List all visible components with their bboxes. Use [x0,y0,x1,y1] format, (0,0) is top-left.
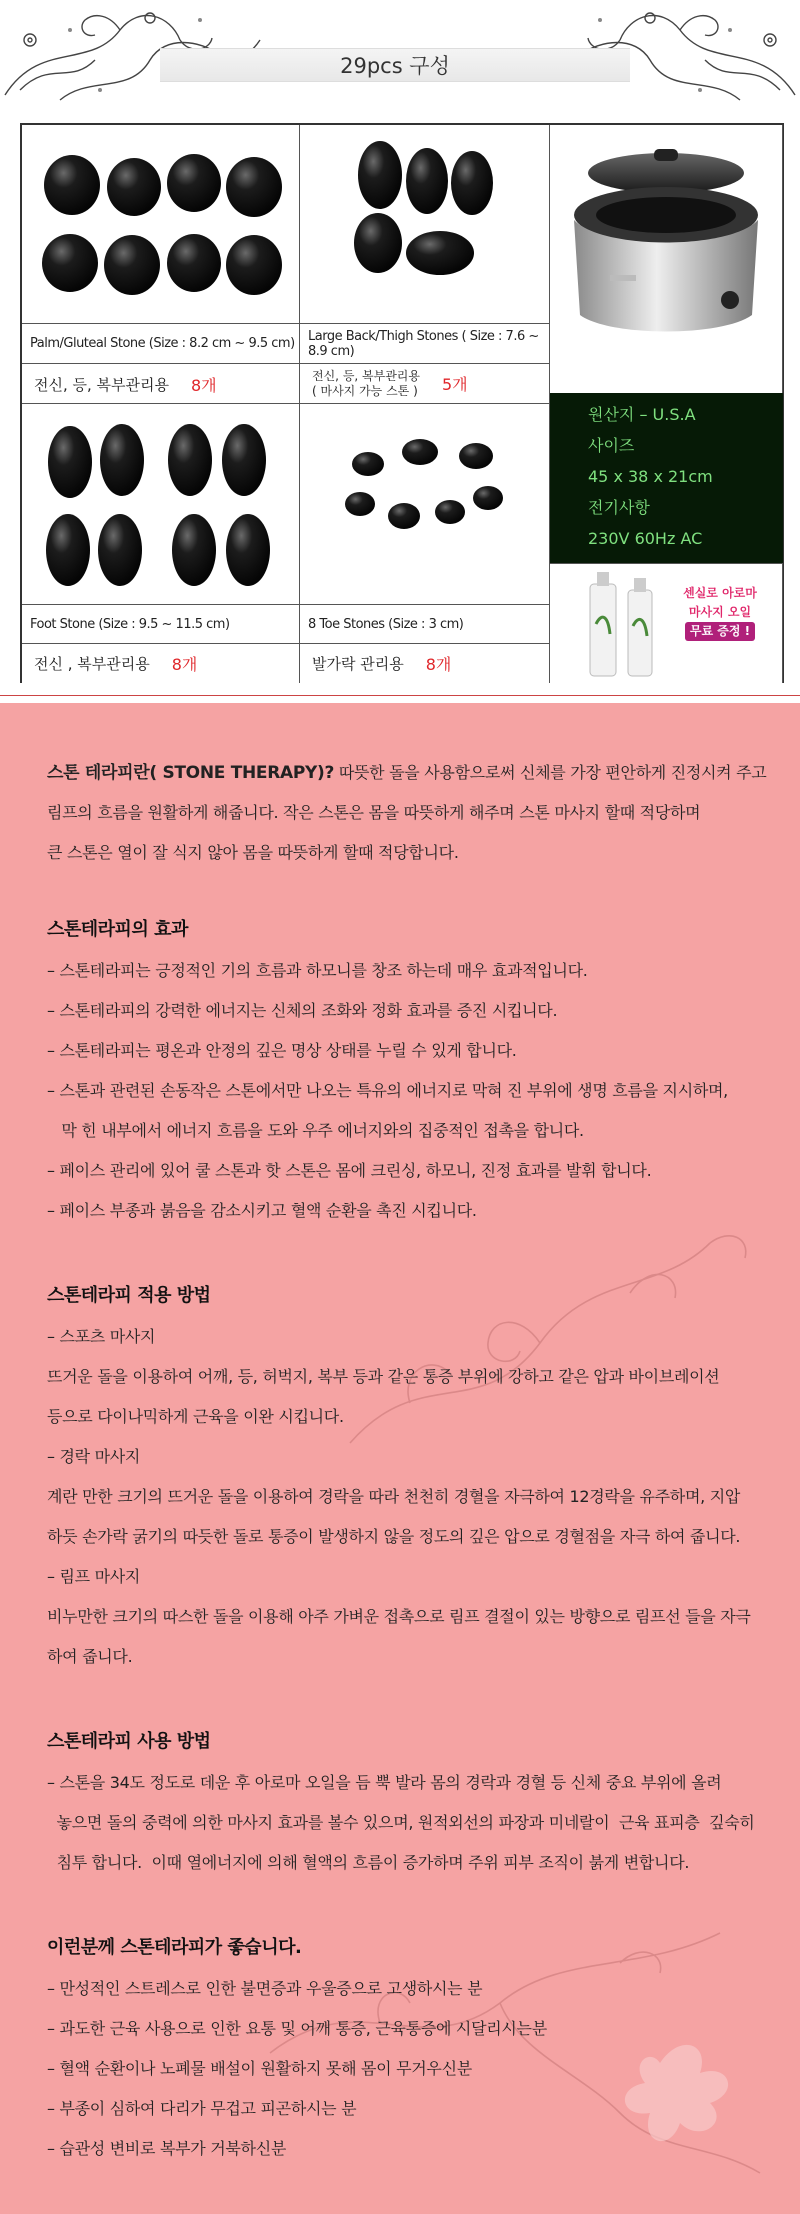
methods-heading: 스톤테라피 적용 방법 [47,1285,211,1306]
floral-watermark-bottom [260,1903,780,2203]
foot-stone-caption: Foot Stone (Size : 9.5 ~ 11.5 cm) [22,604,299,643]
palm-stone-caption: Palm/Gluteal Stone (Size : 8.2 cm ~ 9.5 cm) [22,323,299,363]
methods-item: – 림프 마사지 [47,1567,141,1586]
recommend-item: – 혈액 순환이나 노폐물 배설이 원활하지 못해 몸이 무거우신분 [47,2059,472,2078]
large-back-stone-usage [300,363,549,404]
badge-line-1: 센실로 아로마 [683,586,757,600]
power-label: 전기사항 [588,498,650,517]
toe-stone-cell [300,404,550,683]
effects-item: – 스톤테라피는 평온과 안정의 깊은 명상 상태를 누릴 수 있게 합니다. [47,1041,517,1060]
intro-line-3: 큰 스톤은 열이 잘 식지 않아 몸을 따뜻하게 할때 적당합니다. [47,843,459,862]
stone-heater-photo [550,125,783,393]
badge-line-3: 무료 증정 ! [685,622,755,641]
effects-item: – 스톤테라피의 강력한 에너지는 신체의 조화와 정화 효과를 증진 시킵니다. [47,1001,558,1020]
size-label: 사이즈 [588,436,635,455]
intro-paragraph [47,753,767,873]
stone-count: 8개 [425,655,452,674]
intro-line-2: 림프의 흐름을 원활하게 해줍니다. 작은 스톤은 몸을 따뜻하게 해주며 스톤 마사지 할때 적당하며 [47,803,701,822]
spec-box [550,393,783,563]
effects-item: – 페이스 관리에 있어 쿨 스톤과 핫 스톤은 몸에 크린싱, 하모니, 진정 효과를 발휘 합니다. [47,1161,652,1180]
badge-line-2: 마사지 오일 [688,605,752,619]
section-divider [0,695,800,703]
header [0,0,800,110]
usage-text: 전신, 등, 복부관리용 [34,375,169,394]
methods-item: 뜨거운 돌을 이용하여 어깨, 등, 허벅지, 복부 등과 같은 통증 부위에 강하고 같은 압과 바이브레이션 [47,1367,720,1386]
intro-line-1 [47,753,767,793]
methods-item: 등으로 다이나믹하게 근육을 이완 시킵니다. [47,1407,344,1426]
foot-stones-photo [22,404,300,604]
palm-stone-usage [22,363,299,404]
usage-text: 전신, 등, 복부관리용 [312,369,420,383]
recommend-item: – 부종이 심하여 다리가 무겁고 피곤하시는 분 [47,2099,357,2118]
effects-item: – 페이스 부종과 붉음을 감소시키고 혈액 순환을 촉진 시킵니다. [47,1201,477,1220]
recommend-item: – 습관성 변비로 복부가 거북하신분 [47,2139,287,2158]
stone-count: 8개 [171,655,198,674]
stone-count: 8개 [191,375,217,395]
methods-item: 하듯 손가락 굵기의 따듯한 돌로 통증이 발생하지 않을 정도의 깊은 압으로 경혈점을 자극 하여 줍니다. [47,1527,741,1546]
methods-item: – 경락 마사지 [47,1447,141,1466]
recommend-heading: 이런분께 스톤테라피가 좋습니다. [47,1937,302,1958]
usage-text: 전신 , 복부관리용 [34,655,150,673]
usage-note: ( 마사지 가능 스톤 ) [312,384,418,398]
power-value: 230V 60Hz AC [588,529,703,548]
usage-item: 놓으면 돌의 중력에 의한 마사지 효과를 볼수 있으며, 원적외선의 파장과 미네랄이 근육 표피층 깊숙히 [47,1813,755,1832]
intro-line-1-text: 따뜻한 돌을 사용함으로써 신체를 가장 편안하게 진정시켜 주고 [334,763,767,782]
large-back-stone-caption: Large Back/Thigh Stones ( Size : 7.6 ~ 8.9 cm) [300,323,549,363]
usage-item: 침투 합니다. 이때 열에너지에 의해 혈액의 흐름이 증가하며 주위 피부 조직이 붉게 변합니다. [47,1853,690,1872]
product-grid [20,123,784,683]
methods-item: 하여 줍니다. [47,1647,133,1666]
effects-item: – 스톤과 관련된 손동작은 스톤에서만 나오는 특유의 에너지로 막혀 진 부위에 생명 흐름을 지시하며, [47,1081,728,1100]
palm-stones-photo [22,125,300,323]
usage-item: – 스톤을 34도 정도로 데운 후 아로마 오일을 듬 뿍 발라 몸의 경락과 경혈 등 신체 중요 부위에 올려 [47,1773,722,1792]
toe-stones-photo [300,404,550,604]
free-oil-badge [668,584,772,660]
effects-item: – 스톤테라피는 긍정적인 기의 흐름과 하모니를 창조 하는데 매우 효과적입니다. [47,961,588,980]
floral-watermark-middle [330,1183,770,1483]
size-value: 45 x 38 x 21cm [588,467,713,486]
methods-item: 비누만한 크기의 따스한 돌을 이용해 아주 가벼운 접촉으로 림프 결절이 있는 방향으로 림프선 들을 자극 [47,1607,751,1626]
effects-item: 막 힌 내부에서 에너지 흐름을 도와 우주 에너지와의 집중적인 접촉을 합니다. [47,1121,584,1140]
large-back-stone-cell [300,125,550,404]
effects-heading: 스톤테라피의 효과 [47,919,188,940]
toe-stone-usage [300,643,549,683]
toe-stone-caption: 8 Toe Stones (Size : 3 cm) [300,604,549,643]
usage-text: 발가락 관리용 [312,655,404,673]
large-back-stones-photo [300,125,550,323]
methods-item: – 스포츠 마사지 [47,1327,156,1346]
page-title: 29pcs 구성 [160,48,630,82]
usage-heading: 스톤테라피 사용 방법 [47,1731,211,1752]
foot-stone-cell [22,404,300,683]
aroma-oil-cell [550,563,783,683]
stone-count: 5개 [442,374,468,394]
description-body [0,703,800,2214]
palm-stone-cell [22,125,300,404]
intro-heading: 스톤 테라피란( STONE THERAPY)? [47,763,335,783]
heater-photo-cell [550,125,783,393]
origin-text: 원산지 – U.S.A [588,405,696,424]
recommend-item: – 만성적인 스트레스로 인한 불면증과 우울증으로 고생하시는 분 [47,1979,483,1998]
recommend-item: – 과도한 근육 사용으로 인한 요통 및 어깨 통증, 근육통증에 시달리시는분 [47,2019,547,2038]
methods-item: 계란 만한 크기의 뜨거운 돌을 이용하여 경락을 따라 천천히 경혈을 자극하여 12경락을 유주하며, 지압 [47,1487,741,1506]
foot-stone-usage [22,643,299,683]
